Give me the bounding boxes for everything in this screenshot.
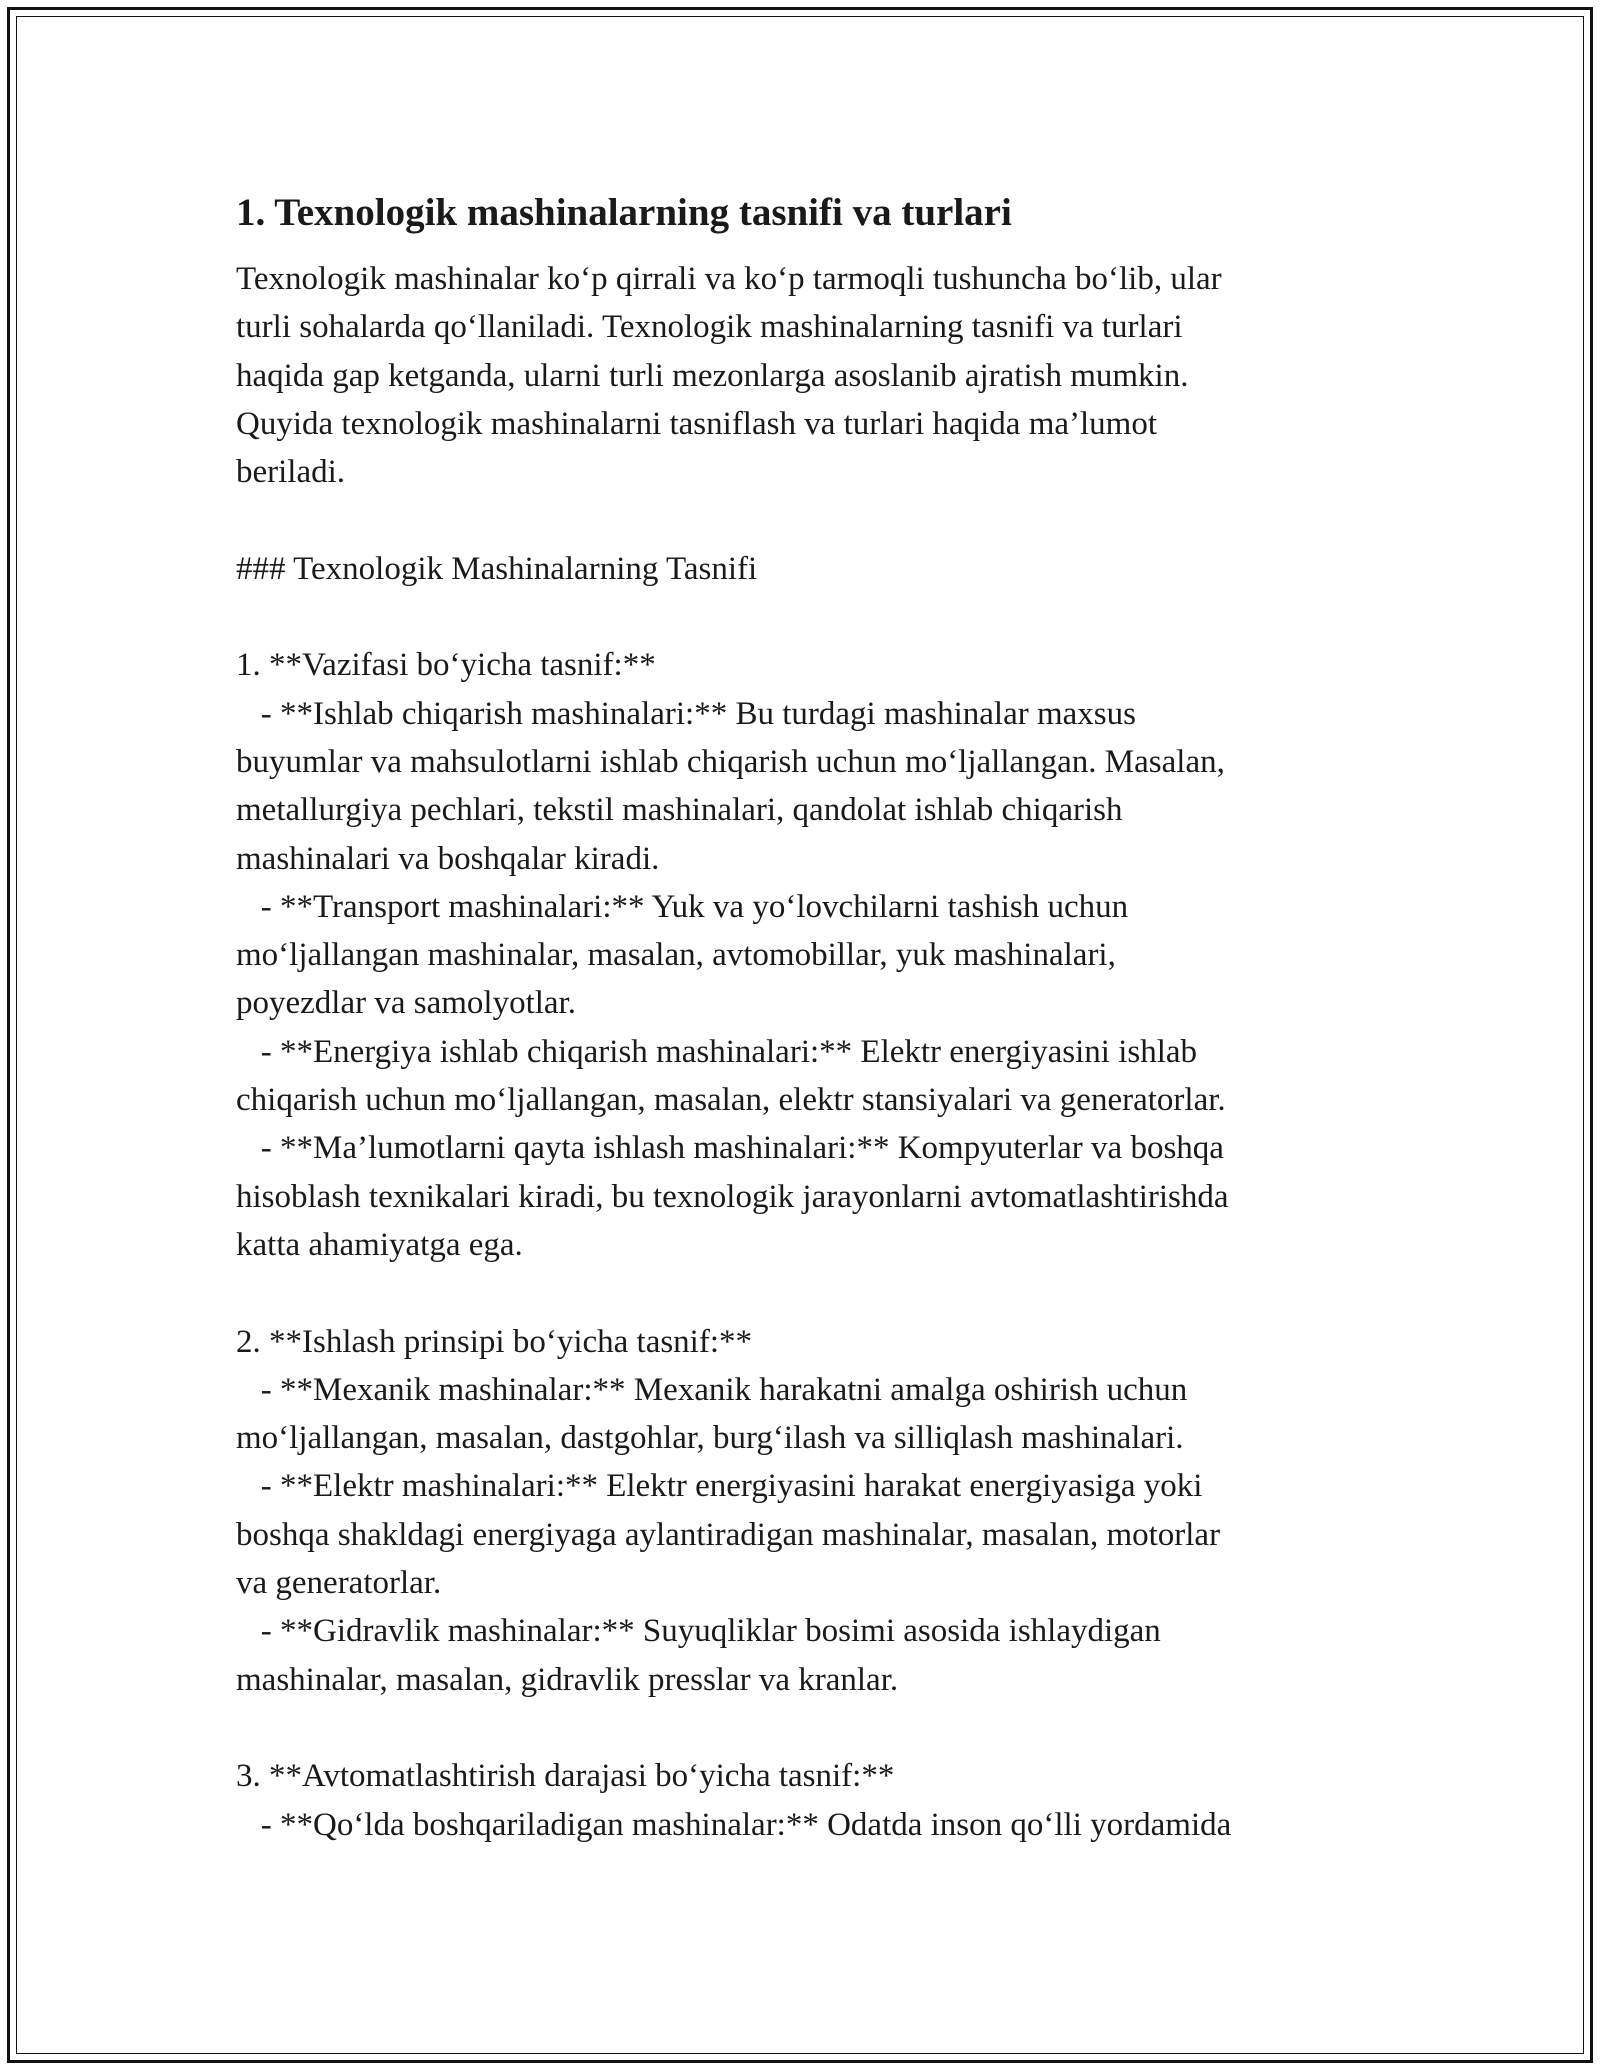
text-line: boshqa shakldagi energiyaga aylantiradigan mashinalar, masalan, motorlar <box>236 1516 1221 1553</box>
text-line: - **Qo‘lda boshqariladigan mashinalar:** Odatda inson qo‘lli yordamida <box>236 1806 1232 1843</box>
text-line: - **Mexanik mashinalar:** Mexanik harakatni amalga oshirish uchun <box>236 1371 1188 1408</box>
document-text <box>236 255 1386 1849</box>
text-line: Quyida texnologik mashinalarni tasniflash va turlari haqida ma’lumot <box>236 405 1158 442</box>
text-line: mo‘ljallangan, masalan, dastgohlar, burg‘ilash va silliqlash mashinalari. <box>236 1420 1184 1457</box>
text-line: - **Transport mashinalari:** Yuk va yo‘lovchilarni tashish uchun <box>236 888 1129 925</box>
text-line: 2. **Ishlash prinsipi bo‘yicha tasnif:** <box>236 1323 753 1360</box>
text-line: - **Ma’lumotlarni qayta ishlash mashinalari:** Kompyuterlar va boshqa <box>236 1130 1224 1167</box>
text-line: Texnologik mashinalar ko‘p qirrali va ko‘p tarmoqli tushuncha bo‘lib, ular <box>236 261 1222 297</box>
document-title: 1. Texnologik mashinalarning tasnifi va turlari <box>236 191 1012 234</box>
document-body <box>236 185 1386 1849</box>
blank-line <box>236 496 1386 544</box>
text-line: katta ahamiyatga ega. <box>236 1226 523 1263</box>
text-line: - **Ishlab chiqarish mashinalari:** Bu turdagi mashinalar maxsus <box>236 695 1136 732</box>
blank-line <box>236 593 1386 641</box>
text-line: beriladi. <box>236 454 346 491</box>
text-line: chiqarish uchun mo‘ljallangan, masalan, elektr stansiyalari va generatorlar. <box>236 1082 1226 1119</box>
text-line: 3. **Avtomatlashtirish darajasi bo‘yicha tasnif:** <box>236 1758 895 1795</box>
text-line: mashinalari va boshqalar kiradi. <box>236 840 660 877</box>
text-line: - **Gidravlik mashinalar:** Suyuqliklar bosimi asosida ishlaydigan <box>236 1613 1161 1650</box>
text-line: mo‘ljallangan mashinalar, masalan, avtomobillar, yuk mashinalari, <box>236 937 1116 974</box>
text-line: hisoblash texnikalari kiradi, bu texnologik jarayonlarni avtomatlashtirishda <box>236 1178 1229 1215</box>
blank-line <box>236 1704 1386 1752</box>
text-line: buyumlar va mahsulotlarni ishlab chiqarish uchun mo‘ljallangan. Masalan, <box>236 743 1225 780</box>
text-line: va generatorlar. <box>236 1565 442 1602</box>
text-line: turli sohalarda qo‘llaniladi. Texnologik mashinalarning tasnifi va turlari <box>236 309 1183 346</box>
blank-line <box>236 1269 1386 1317</box>
text-line: metallurgiya pechlari, tekstil mashinalari, qandolat ishlab chiqarish <box>236 792 1123 829</box>
text-line: 1. **Vazifasi bo‘yicha tasnif:** <box>236 647 656 684</box>
text-line: - **Elektr mashinalari:** Elektr energiyasini harakat energiyasiga yoki <box>236 1468 1203 1505</box>
text-line: poyezdlar va samolyotlar. <box>236 985 576 1022</box>
text-line: ### Texnologik Mashinalarning Tasnifi <box>236 550 758 587</box>
text-line: - **Energiya ishlab chiqarish mashinalari:** Elektr energiyasini ishlab <box>236 1033 1198 1070</box>
text-line: haqida gap ketganda, ularni turli mezonlarga asoslanib ajratish mumkin. <box>236 357 1189 394</box>
text-line: mashinalar, masalan, gidravlik presslar va kranlar. <box>236 1661 899 1698</box>
